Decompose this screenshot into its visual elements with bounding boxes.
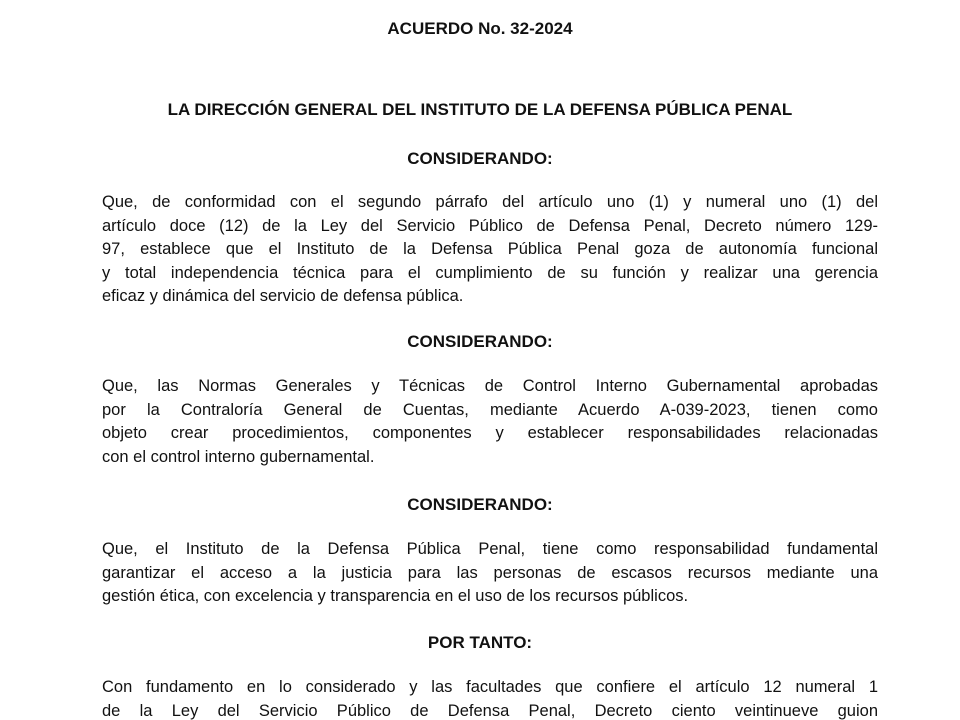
paragraph-line: eficaz y dinámica del servicio de defensa pública.: [102, 287, 464, 305]
paragraph-line: Que, de conformidad con el segundo párrafo del artículo uno (1) y numeral uno (1) del: [102, 193, 878, 211]
paragraph-line: gestión ética, con excelencia y transparencia en el uso de los recursos públicos.: [102, 587, 689, 605]
section-paragraph-3: [102, 538, 878, 609]
paragraph-line: y total independencia técnica para el cumplimiento de su función y realizar una gerencia: [102, 263, 878, 282]
section-paragraph-2: [102, 375, 878, 469]
issuer-heading: LA DIRECCIÓN GENERAL DEL INSTITUTO DE LA DEFENSA PÚBLICA PENAL: [167, 100, 793, 119]
paragraph-line: garantizar el acceso a la justicia para las personas de escasos recursos mediante una: [102, 563, 878, 582]
paragraph-line: con el control interno gubernamental.: [102, 447, 375, 466]
section-heading-considerando-3: CONSIDERANDO:: [407, 495, 553, 514]
section-heading-considerando-1: CONSIDERANDO:: [407, 149, 553, 168]
section-paragraph-1: [102, 191, 878, 309]
section-heading-por-tanto: POR TANTO:: [427, 633, 533, 652]
section-paragraph-4: [102, 676, 878, 720]
paragraph-line: objeto crear procedimientos, componentes y establecer responsabilidades relacionadas: [102, 424, 878, 442]
paragraph-line: de la Ley del Servicio Público de Defensa Penal, Decreto ciento veintinueve guion: [102, 701, 878, 720]
paragraph-line: Que, el Instituto de la Defensa Pública Penal, tiene como responsabilidad fundamental: [102, 540, 878, 558]
paragraph-line: artículo doce (12) de la Ley del Servicio Público de Defensa Penal, Decreto número 129-: [102, 216, 878, 235]
paragraph-line: 97, establece que el Instituto de la Defensa Pública Penal goza de autonomía funcional: [102, 240, 878, 258]
paragraph-line: Que, las Normas Generales y Técnicas de Control Interno Gubernamental aprobadas: [102, 377, 878, 395]
section-heading-considerando-2: CONSIDERANDO:: [407, 332, 553, 351]
document-title: ACUERDO No. 32-2024: [387, 19, 573, 38]
paragraph-line: por la Contraloría General de Cuentas, mediante Acuerdo A-039-2023, tienen como: [102, 400, 878, 419]
paragraph-line: Con fundamento en lo considerado y las facultades que confiere el artículo 12 numeral 1: [102, 678, 878, 696]
